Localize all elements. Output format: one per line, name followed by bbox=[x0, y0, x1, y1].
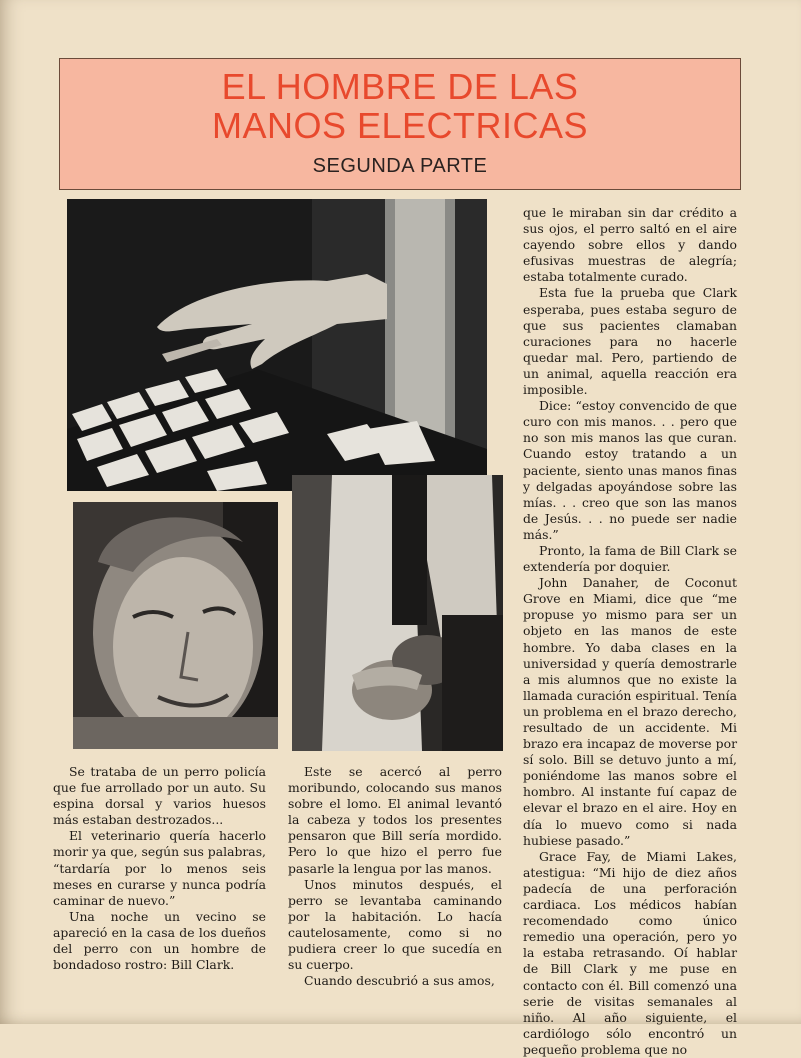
paragraph: Cuando descubrió a sus amos, bbox=[304, 973, 495, 989]
paragraph: Dice: “estoy convencido de que curo con mis manos. . . pero que no son mis manos las que curan. Cuando estoy tratando a un paciente, siento unas manos finas y delgadas apoyándose sobre las mías. . . creo que son las manos de Jesús. . . no puede ser nadie más.” bbox=[523, 398, 737, 542]
title-line-2: MANOS ELECTRICAS bbox=[211, 105, 589, 146]
hand-over-cards-photo bbox=[67, 199, 487, 491]
paragraph: Se trataba de un perro policía que fue arrollado por un auto. Su espina dorsal y varios huesos más estaban destrozados... bbox=[53, 764, 266, 828]
article-column-1 bbox=[53, 764, 266, 973]
article-column-3 bbox=[523, 205, 737, 1058]
title-line-1: EL HOMBRE DE LAS bbox=[221, 66, 579, 107]
paragraph: John Danaher, de Coconut Grove en Miami, dice que “me propuse yo mismo para ser un objeto en las manos de este hombre. Yo daba clases en la universidad y quería demostrarle a mis alumnos que no existe la llamada curación espiritual. Tenía un problema en el brazo derecho, resultado de un accidente. Mi brazo era incapaz de moverse por sí solo. Bill se detuvo junto a mí, poniéndome las manos sobre el hombro. Al instante fuí capaz de elevar el brazo en el aire. Hoy en día lo muevo como si nada hubiese pasado.” bbox=[523, 575, 737, 848]
title-banner bbox=[59, 58, 741, 190]
paragraph: Esta fue la prueba que Clark esperaba, pues estaba seguro de que sus pacientes clamaban curaciones para no hacerle quedar mal. Pero, partiendo de un animal, aquella reacción era imposible. bbox=[523, 285, 737, 398]
paragraph: Una noche un vecino se apareció en la casa de los dueños del perro con un hombre de bondadoso rostro: Bill Clark. bbox=[53, 908, 266, 973]
article-subtitle: SEGUNDA PARTE bbox=[312, 155, 488, 177]
paragraph: Grace Fay, de Miami Lakes, atestigua: “Mi hijo de diez años padecía de una perforación cardiaca. Los médicos habían recomendado como único remedio una operación, pero yo la estaba retrasando. Oí hablar de Bill Clark y me puse en contacto con él. Bill comenzó una serie de visitas semanales al niño. Al año siguiente, el cardiólogo sólo encontró un pequeño problema que no bbox=[523, 848, 737, 1057]
paragraph: Pronto, la fama de Bill Clark se extendería por doquier. bbox=[523, 542, 737, 575]
paragraph: Unos minutos después, el perro se levantaba caminando por la habitación. Lo hacía cautelosamente, como si no pudiera creer lo que sucedía en su cuerpo. bbox=[288, 876, 502, 973]
paragraph: El veterinario quería hacerlo morir ya que, según sus palabras, “tardaría por lo menos seis meses en curarse y nunca podría caminar de nuevo.” bbox=[53, 828, 266, 908]
paragraph-continuation: que le miraban sin dar crédito a sus ojos, el perro saltó en el aire cayendo sobre ellos y dando efusivas muestras de alegría; estaba totalmente curado. bbox=[523, 205, 737, 285]
bill-clark-portrait-photo bbox=[73, 502, 278, 749]
paragraph: Este se acercó al perro moribundo, colocando sus manos sobre el lomo. El animal levantó la cabeza y todos los presentes pensaron que Bill sería mordido. Pero lo que hizo el perro fue pasarle la lengua por las manos. bbox=[288, 764, 502, 876]
hands-healing-photo bbox=[292, 475, 503, 751]
article-column-2 bbox=[288, 764, 502, 989]
article-title bbox=[60, 67, 740, 145]
